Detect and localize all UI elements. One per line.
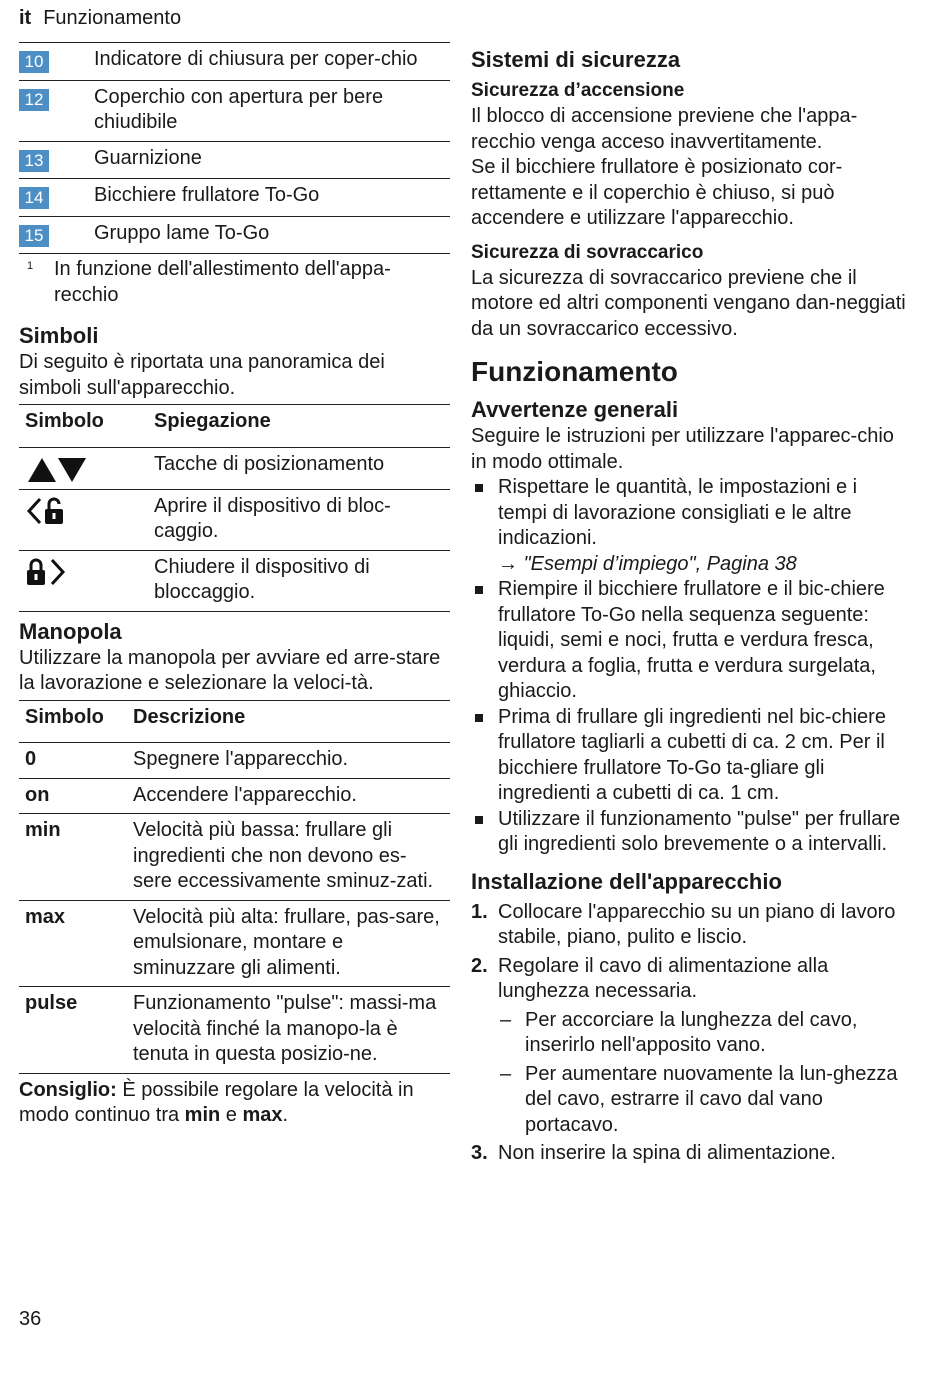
sicurezza-heading: Sistemi di sicurezza (471, 47, 681, 72)
part-number-badge: 14 (19, 187, 49, 209)
table-row (19, 987, 450, 1074)
parts-list (19, 42, 450, 254)
table-row (19, 743, 450, 779)
page-number: 36 (19, 1308, 42, 1330)
lock-icon (25, 557, 142, 587)
list-item-text: Riempire il bicchiere frullatore e il bic-chiere frullatore To-Go nella sequenza seguente: liquidi, semi e noci, frutta e verdura fresca, verdura a foglia, frutta e verdura surgelata, ghiaccio. (498, 578, 885, 702)
knob-symbol: max (19, 900, 127, 987)
tip-min: min (184, 1104, 221, 1126)
step-text: Collocare l'apparecchio su un piano di lavoro stabile, piano, pulito e liscio. (498, 900, 896, 948)
part-row (19, 81, 450, 142)
positioning-marks-icon (25, 454, 142, 484)
avvertenze-heading: Avvertenze generali (471, 397, 679, 422)
step-text: Non inserire la spina di alimentazione. (498, 1142, 836, 1164)
step-number: 3. (471, 1142, 488, 1164)
part-text: Coperchio con apertura per bere chiudibile (94, 85, 384, 133)
tip-max: max (242, 1104, 283, 1126)
part-number-badge: 10 (19, 51, 49, 73)
symbols-table (19, 404, 450, 612)
manopola-intro: Utilizzare la manopola per avviare ed arre-stare la lavorazione e selezionare la veloci-tà. (19, 646, 441, 694)
part-text: Indicatore di chiusura per coper-chio (94, 48, 418, 70)
part-number-badge: 13 (19, 150, 49, 172)
part-row (19, 142, 450, 180)
sovraccarico-p1: La sicurezza di sovraccarico previene che il motore ed altri componenti vengano dan-neggiati da un sovraccarico eccessivo. (471, 266, 906, 340)
knob-symbol: pulse (19, 987, 127, 1074)
column-header: Simbolo (19, 700, 127, 743)
tip-paragraph (19, 1078, 450, 1129)
installazione-heading: Installazione dell'apparecchio (471, 868, 782, 894)
knob-description: Funzionamento "pulse": massi-ma velocità finché la manopo-la è tenuta in questa posizio-ne. (127, 987, 450, 1074)
table-row (19, 550, 450, 611)
step-item (471, 954, 911, 1139)
language-tag: it (19, 7, 32, 29)
column-header: Spiegazione (148, 405, 450, 448)
list-item-text: Utilizzare il funzionamento "pulse" per frullare gli ingredienti solo brevemente o a intervalli. (498, 807, 901, 855)
right-column (471, 42, 911, 1170)
knob-description: Velocità più bassa: frullare gli ingredienti che non devono es-sere eccessivamente sminuz-zati. (127, 814, 450, 901)
symbol-explanation: Tacche di posizionamento (148, 447, 450, 489)
step-text: Regolare il cavo di alimentazione alla lunghezza necessaria. (498, 954, 829, 1002)
avvertenze-intro: Seguire le istruzioni per utilizzare l'apparec-chio in modo ottimale. (471, 425, 894, 473)
column-header: Descrizione (127, 700, 450, 743)
list-item (471, 705, 911, 807)
tip-label: Consiglio: (19, 1078, 117, 1101)
knob-symbol: on (19, 778, 127, 814)
tip-and: e (220, 1104, 243, 1126)
step-number: 1. (471, 900, 488, 923)
column-header: Simbolo (19, 405, 148, 448)
cross-reference-link[interactable]: → "Esempi d’impiego", Pagina 38 (498, 552, 797, 575)
unlock-icon (25, 496, 142, 526)
avvertenze-list (471, 475, 911, 858)
knob-description: Spegnere l'apparecchio. (127, 743, 450, 779)
list-item-text: Prima di frullare gli ingredienti nel bic-chiere frullatore tagliarli a cubetti di ca. 2 cm. Per il bicchiere frullatore To-Go ta-gliare gli ingredienti a cubetti di ca. 1 cm. (498, 705, 886, 804)
table-row (19, 489, 450, 550)
left-column (19, 42, 450, 1129)
list-item (471, 807, 911, 858)
table-row (19, 900, 450, 987)
tip-text: È possibile regolare la velocità in modo continuo tra (19, 1078, 414, 1126)
manopola-heading: Manopola (19, 618, 122, 644)
table-row (19, 447, 450, 489)
section-title: Funzionamento (43, 7, 182, 29)
simboli-intro: Di seguito è riportata una panoramica dei simboli sull'apparecchio. (19, 351, 385, 399)
part-text: Gruppo lame To-Go (94, 221, 270, 244)
part-number-badge: 15 (19, 225, 49, 247)
substep-item: – Per aumentare nuovamente la lun-ghezza del cavo, estrarre il cavo dal vano portacavo. (498, 1062, 911, 1139)
table-row (19, 778, 450, 814)
installation-steps (471, 900, 911, 1167)
part-row (19, 179, 450, 217)
page-header (19, 7, 181, 30)
part-row (19, 43, 450, 81)
footnote-text: In funzione dell'allestimento dell'appa-recchio (54, 258, 391, 306)
symbol-explanation: Aprire il dispositivo di bloc-caggio. (148, 489, 450, 550)
substep-item: – Per accorciare la lunghezza del cavo, inserirlo nell'apposito vano. (498, 1008, 911, 1059)
accensione-heading: Sicurezza d’accensione (471, 80, 685, 101)
footnote-mark: 1 (27, 260, 34, 272)
accensione-p1: Il blocco di accensione previene che l'appa-recchio venga acceso inavvertitamente. (471, 105, 858, 153)
knob-table (19, 700, 450, 1074)
list-item (471, 577, 911, 705)
funzionamento-heading: Funzionamento (471, 356, 678, 387)
list-item (471, 475, 911, 577)
list-item-text: Rispettare le quantità, le impostazioni e i tempi di lavorazione consigliati e le altre indicazioni. (498, 476, 858, 549)
simboli-heading: Simboli (19, 323, 99, 348)
part-number-badge: 12 (19, 89, 49, 111)
part-text: Guarnizione (94, 146, 202, 169)
symbol-explanation: Chiudere il dispositivo di bloccaggio. (148, 550, 450, 611)
footnote (19, 257, 450, 308)
knob-symbol: min (19, 814, 127, 901)
step-number: 2. (471, 954, 488, 977)
knob-description: Velocità più alta: frullare, pas-sare, emulsionare, montare e sminuzzare gli alimenti. (127, 900, 450, 987)
table-row (19, 814, 450, 901)
part-row (19, 217, 450, 255)
tip-end: . (282, 1104, 289, 1126)
step-item (471, 900, 911, 951)
knob-symbol: 0 (19, 743, 127, 779)
sovraccarico-heading: Sicurezza di sovraccarico (471, 241, 704, 263)
substep-list (498, 1008, 911, 1139)
step-item (471, 1141, 911, 1167)
part-text: Bicchiere frullatore To-Go (94, 184, 320, 206)
knob-description: Accendere l'apparecchio. (127, 778, 450, 814)
accensione-p2: Se il bicchiere frullatore è posizionato cor-rettamente e il coperchio è chiuso, si può accendere e utilizzare l'apparecchio. (471, 156, 843, 229)
